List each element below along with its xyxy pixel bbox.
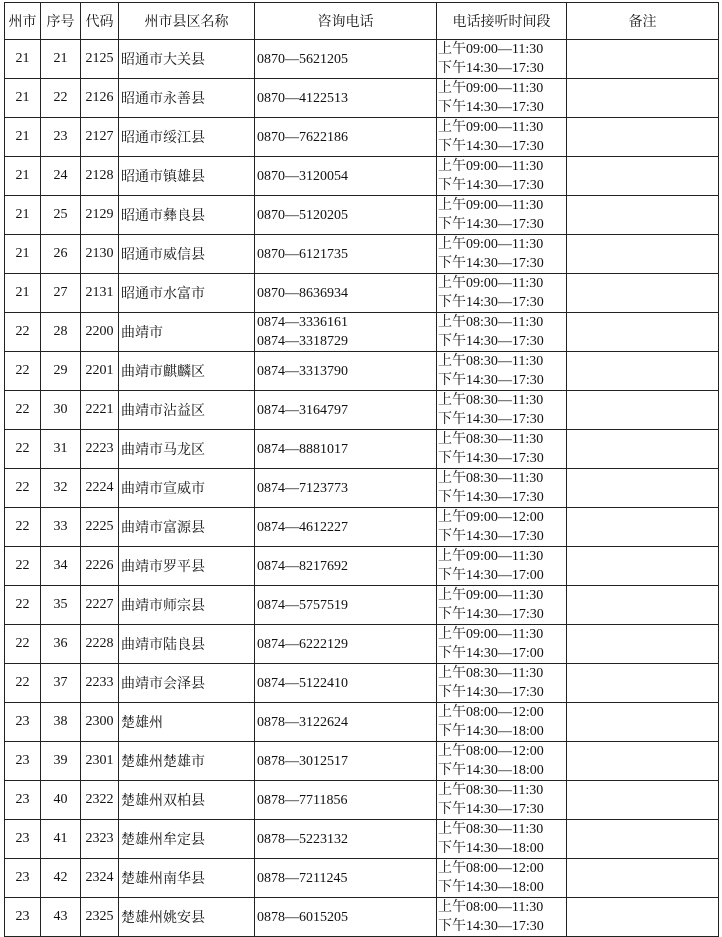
table-row: [5, 79, 719, 118]
cell-phone: [255, 859, 437, 898]
cell-code: 2300: [81, 703, 119, 742]
hours-afternoon: 下午14:30—18:00: [438, 841, 544, 856]
hours-morning: 上午09:00—11:30: [438, 81, 544, 96]
cell-hours: [437, 274, 567, 313]
hours-afternoon: 下午14:30—17:30: [438, 295, 544, 310]
cell-seq: 27: [41, 274, 81, 313]
hours-morning: 上午09:00—11:30: [438, 120, 544, 135]
cell-code: 2301: [81, 742, 119, 781]
phone-number: 0878—5223132: [257, 831, 348, 847]
table-row: [5, 508, 719, 547]
hours-morning: 上午09:00—11:30: [438, 42, 544, 57]
cell-prefecture: 21: [5, 79, 41, 118]
phone-number: 0874—5122410: [257, 675, 348, 691]
phone-number: 0878—3012517: [257, 753, 348, 769]
cell-code: 2221: [81, 391, 119, 430]
table-row: [5, 235, 719, 274]
cell-prefecture: 22: [5, 547, 41, 586]
phone-number: 0870—6121735: [257, 246, 348, 262]
cell-remark: [567, 274, 719, 313]
cell-code: 2227: [81, 586, 119, 625]
cell-name: 曲靖市陆良县: [119, 625, 255, 664]
cell-seq: 34: [41, 547, 81, 586]
hours-morning: 上午08:00—11:30: [438, 900, 544, 915]
cell-prefecture: 23: [5, 742, 41, 781]
cell-phone: [255, 79, 437, 118]
cell-remark: [567, 118, 719, 157]
cell-remark: [567, 79, 719, 118]
cell-name: 曲靖市师宗县: [119, 586, 255, 625]
cell-code: 2129: [81, 196, 119, 235]
cell-prefecture: 21: [5, 118, 41, 157]
cell-code: 2226: [81, 547, 119, 586]
hours-afternoon: 下午14:30—17:30: [438, 919, 544, 934]
cell-phone: [255, 118, 437, 157]
hours-morning: 上午08:00—12:00: [438, 861, 544, 876]
hours-morning: 上午08:30—11:30: [438, 822, 544, 837]
hours-morning: 上午09:00—11:30: [438, 276, 544, 291]
cell-phone: [255, 703, 437, 742]
cell-phone: [255, 586, 437, 625]
cell-remark: [567, 313, 719, 352]
cell-hours: [437, 196, 567, 235]
cell-name: 楚雄州: [119, 703, 255, 742]
cell-hours: [437, 352, 567, 391]
cell-phone: [255, 820, 437, 859]
cell-code: 2131: [81, 274, 119, 313]
table-row: [5, 469, 719, 508]
hours-afternoon: 下午14:30—17:30: [438, 100, 544, 115]
cell-prefecture: 23: [5, 859, 41, 898]
hours-afternoon: 下午14:30—17:30: [438, 139, 544, 154]
cell-prefecture: 22: [5, 664, 41, 703]
cell-prefecture: 23: [5, 781, 41, 820]
table-row: [5, 430, 719, 469]
table-row: [5, 157, 719, 196]
cell-code: 2325: [81, 898, 119, 937]
cell-name: 昭通市绥江县: [119, 118, 255, 157]
hours-afternoon: 下午14:30—17:30: [438, 256, 544, 271]
cell-seq: 37: [41, 664, 81, 703]
hours-morning: 上午08:30—11:30: [438, 666, 544, 681]
hours-afternoon: 下午14:30—17:00: [438, 568, 544, 583]
table-header-row: [5, 3, 719, 40]
hours-afternoon: 下午14:30—18:00: [438, 880, 544, 895]
hours-morning: 上午08:30—11:30: [438, 315, 544, 330]
phone-number: 0874—3336161: [257, 315, 348, 330]
cell-remark: [567, 703, 719, 742]
phone-number: 0874—4612227: [257, 519, 348, 535]
cell-hours: [437, 118, 567, 157]
header-name: 州市县区名称: [119, 3, 255, 40]
hours-morning: 上午08:30—11:30: [438, 471, 544, 486]
hours-afternoon: 下午14:30—17:30: [438, 607, 544, 622]
cell-prefecture: 22: [5, 391, 41, 430]
hotline-table: [4, 2, 719, 937]
cell-seq: 21: [41, 40, 81, 79]
cell-name: 曲靖市罗平县: [119, 547, 255, 586]
hours-morning: 上午09:00—11:30: [438, 159, 544, 174]
cell-name: 曲靖市: [119, 313, 255, 352]
header-remark: 备注: [567, 3, 719, 40]
cell-prefecture: 21: [5, 235, 41, 274]
cell-phone: [255, 781, 437, 820]
cell-phone: [255, 469, 437, 508]
cell-seq: 39: [41, 742, 81, 781]
phone-number: 0874—5757519: [257, 597, 348, 613]
cell-seq: 31: [41, 430, 81, 469]
cell-phone: [255, 352, 437, 391]
cell-name: 曲靖市会泽县: [119, 664, 255, 703]
cell-remark: [567, 157, 719, 196]
hours-afternoon: 下午14:30—18:00: [438, 763, 544, 778]
cell-prefecture: 22: [5, 313, 41, 352]
phone-number: 0874—3313790: [257, 363, 348, 379]
cell-phone: [255, 625, 437, 664]
cell-hours: [437, 313, 567, 352]
cell-name: 楚雄州牟定县: [119, 820, 255, 859]
header-hours: 电话接听时间段: [437, 3, 567, 40]
hours-afternoon: 下午14:30—17:30: [438, 451, 544, 466]
cell-name: 曲靖市沾益区: [119, 391, 255, 430]
cell-hours: [437, 469, 567, 508]
hours-afternoon: 下午14:30—17:30: [438, 334, 544, 349]
hours-afternoon: 下午14:30—17:30: [438, 529, 544, 544]
cell-code: 2128: [81, 157, 119, 196]
cell-phone: [255, 196, 437, 235]
cell-remark: [567, 898, 719, 937]
table-row: [5, 703, 719, 742]
cell-prefecture: 21: [5, 196, 41, 235]
cell-remark: [567, 664, 719, 703]
cell-name: 楚雄州楚雄市: [119, 742, 255, 781]
cell-code: 2201: [81, 352, 119, 391]
cell-phone: [255, 235, 437, 274]
hours-morning: 上午08:00—12:00: [438, 705, 544, 720]
phone-number: 0878—3122624: [257, 714, 348, 730]
cell-code: 2125: [81, 40, 119, 79]
cell-remark: [567, 469, 719, 508]
hours-morning: 上午08:30—11:30: [438, 393, 544, 408]
phone-number: 0870—5120205: [257, 207, 348, 223]
hours-morning: 上午08:30—11:30: [438, 783, 544, 798]
cell-phone: [255, 664, 437, 703]
hours-morning: 上午09:00—11:30: [438, 627, 544, 642]
cell-remark: [567, 781, 719, 820]
cell-name: 曲靖市宣威市: [119, 469, 255, 508]
cell-name: 昭通市威信县: [119, 235, 255, 274]
table-row: [5, 313, 719, 352]
hours-afternoon: 下午14:30—17:30: [438, 61, 544, 76]
cell-prefecture: 22: [5, 469, 41, 508]
phone-number: 0878—7711856: [257, 792, 348, 808]
hours-morning: 上午09:00—12:00: [438, 510, 544, 525]
cell-seq: 26: [41, 235, 81, 274]
cell-prefecture: 23: [5, 898, 41, 937]
cell-remark: [567, 859, 719, 898]
cell-name: 昭通市大关县: [119, 40, 255, 79]
cell-prefecture: 22: [5, 586, 41, 625]
cell-hours: [437, 79, 567, 118]
cell-code: 2323: [81, 820, 119, 859]
cell-hours: [437, 40, 567, 79]
cell-phone: [255, 313, 437, 352]
cell-phone: [255, 40, 437, 79]
cell-seq: 36: [41, 625, 81, 664]
cell-phone: [255, 391, 437, 430]
cell-seq: 33: [41, 508, 81, 547]
cell-hours: [437, 625, 567, 664]
cell-hours: [437, 703, 567, 742]
phone-number: 0878—6015205: [257, 909, 348, 925]
table-row: [5, 391, 719, 430]
cell-remark: [567, 742, 719, 781]
cell-seq: 43: [41, 898, 81, 937]
cell-name: 楚雄州双柏县: [119, 781, 255, 820]
cell-remark: [567, 547, 719, 586]
cell-phone: [255, 898, 437, 937]
cell-name: 曲靖市麒麟区: [119, 352, 255, 391]
cell-remark: [567, 235, 719, 274]
cell-remark: [567, 391, 719, 430]
header-phone: 咨询电话: [255, 3, 437, 40]
table-row: [5, 118, 719, 157]
hours-afternoon: 下午14:30—17:00: [438, 646, 544, 661]
cell-prefecture: 21: [5, 274, 41, 313]
hours-afternoon: 下午14:30—17:30: [438, 178, 544, 193]
cell-hours: [437, 664, 567, 703]
phone-number: 0870—3120054: [257, 168, 348, 184]
phone-number: 0870—5621205: [257, 51, 348, 67]
header-code: 代码: [81, 3, 119, 40]
cell-code: 2223: [81, 430, 119, 469]
hours-morning: 上午09:00—11:30: [438, 237, 544, 252]
table-row: [5, 859, 719, 898]
cell-remark: [567, 352, 719, 391]
cell-phone: [255, 157, 437, 196]
hours-afternoon: 下午14:30—17:30: [438, 412, 544, 427]
cell-remark: [567, 508, 719, 547]
phone-number: 0874—6222129: [257, 636, 348, 652]
cell-hours: [437, 859, 567, 898]
phone-number: 0874—3318729: [257, 334, 348, 349]
phone-number: 0874—3164797: [257, 402, 348, 418]
table-row: [5, 898, 719, 937]
cell-seq: 22: [41, 79, 81, 118]
cell-code: 2224: [81, 469, 119, 508]
cell-phone: [255, 508, 437, 547]
cell-hours: [437, 430, 567, 469]
cell-name: 昭通市永善县: [119, 79, 255, 118]
table-row: [5, 820, 719, 859]
cell-seq: 30: [41, 391, 81, 430]
cell-prefecture: 21: [5, 40, 41, 79]
hours-afternoon: 下午14:30—17:30: [438, 373, 544, 388]
cell-seq: 42: [41, 859, 81, 898]
cell-name: 楚雄州南华县: [119, 859, 255, 898]
cell-code: 2324: [81, 859, 119, 898]
cell-remark: [567, 40, 719, 79]
header-prefecture: 州市: [5, 3, 41, 40]
phone-number: 0870—4122513: [257, 90, 348, 106]
cell-hours: [437, 898, 567, 937]
cell-phone: [255, 274, 437, 313]
table-row: [5, 40, 719, 79]
table-row: [5, 664, 719, 703]
cell-hours: [437, 157, 567, 196]
cell-code: 2322: [81, 781, 119, 820]
cell-remark: [567, 820, 719, 859]
phone-number: 0874—7123773: [257, 480, 348, 496]
cell-seq: 41: [41, 820, 81, 859]
table-row: [5, 781, 719, 820]
cell-seq: 35: [41, 586, 81, 625]
cell-seq: 28: [41, 313, 81, 352]
cell-code: 2225: [81, 508, 119, 547]
cell-prefecture: 22: [5, 352, 41, 391]
hours-afternoon: 下午14:30—18:00: [438, 724, 544, 739]
cell-name: 楚雄州姚安县: [119, 898, 255, 937]
cell-name: 曲靖市富源县: [119, 508, 255, 547]
table-row: [5, 625, 719, 664]
cell-code: 2130: [81, 235, 119, 274]
cell-remark: [567, 430, 719, 469]
hours-morning: 上午08:00—12:00: [438, 744, 544, 759]
cell-code: 2127: [81, 118, 119, 157]
cell-hours: [437, 742, 567, 781]
cell-prefecture: 23: [5, 703, 41, 742]
cell-name: 曲靖市马龙区: [119, 430, 255, 469]
cell-hours: [437, 547, 567, 586]
cell-seq: 40: [41, 781, 81, 820]
table-row: [5, 547, 719, 586]
phone-number: 0874—8217692: [257, 558, 348, 574]
cell-code: 2200: [81, 313, 119, 352]
table-row: [5, 352, 719, 391]
cell-hours: [437, 586, 567, 625]
cell-name: 昭通市水富市: [119, 274, 255, 313]
table-row: [5, 274, 719, 313]
cell-seq: 23: [41, 118, 81, 157]
cell-hours: [437, 391, 567, 430]
cell-hours: [437, 508, 567, 547]
cell-code: 2228: [81, 625, 119, 664]
phone-number: 0870—8636934: [257, 285, 348, 301]
cell-seq: 32: [41, 469, 81, 508]
cell-prefecture: 22: [5, 625, 41, 664]
cell-remark: [567, 196, 719, 235]
hours-morning: 上午09:00—11:30: [438, 549, 544, 564]
cell-remark: [567, 586, 719, 625]
cell-seq: 24: [41, 157, 81, 196]
table-row: [5, 586, 719, 625]
cell-prefecture: 23: [5, 820, 41, 859]
phone-number: 0878—7211245: [257, 870, 348, 886]
hours-morning: 上午09:00—11:30: [438, 198, 544, 213]
cell-name: 昭通市彝良县: [119, 196, 255, 235]
cell-prefecture: 21: [5, 157, 41, 196]
cell-seq: 29: [41, 352, 81, 391]
header-seq: 序号: [41, 3, 81, 40]
cell-seq: 25: [41, 196, 81, 235]
hours-afternoon: 下午14:30—17:30: [438, 802, 544, 817]
cell-phone: [255, 547, 437, 586]
table-row: [5, 196, 719, 235]
cell-code: 2233: [81, 664, 119, 703]
cell-phone: [255, 742, 437, 781]
hours-afternoon: 下午14:30—17:30: [438, 490, 544, 505]
hours-morning: 上午08:30—11:30: [438, 432, 544, 447]
hours-morning: 上午08:30—11:30: [438, 354, 544, 369]
phone-number: 0870—7622186: [257, 129, 348, 145]
cell-seq: 38: [41, 703, 81, 742]
cell-remark: [567, 625, 719, 664]
hours-afternoon: 下午14:30—17:30: [438, 217, 544, 232]
hours-afternoon: 下午14:30—17:30: [438, 685, 544, 700]
cell-code: 2126: [81, 79, 119, 118]
cell-hours: [437, 820, 567, 859]
table-row: [5, 742, 719, 781]
phone-number: 0874—8881017: [257, 441, 348, 457]
cell-prefecture: 22: [5, 508, 41, 547]
cell-hours: [437, 781, 567, 820]
cell-name: 昭通市镇雄县: [119, 157, 255, 196]
cell-prefecture: 22: [5, 430, 41, 469]
cell-phone: [255, 430, 437, 469]
hours-morning: 上午09:00—11:30: [438, 588, 544, 603]
cell-hours: [437, 235, 567, 274]
